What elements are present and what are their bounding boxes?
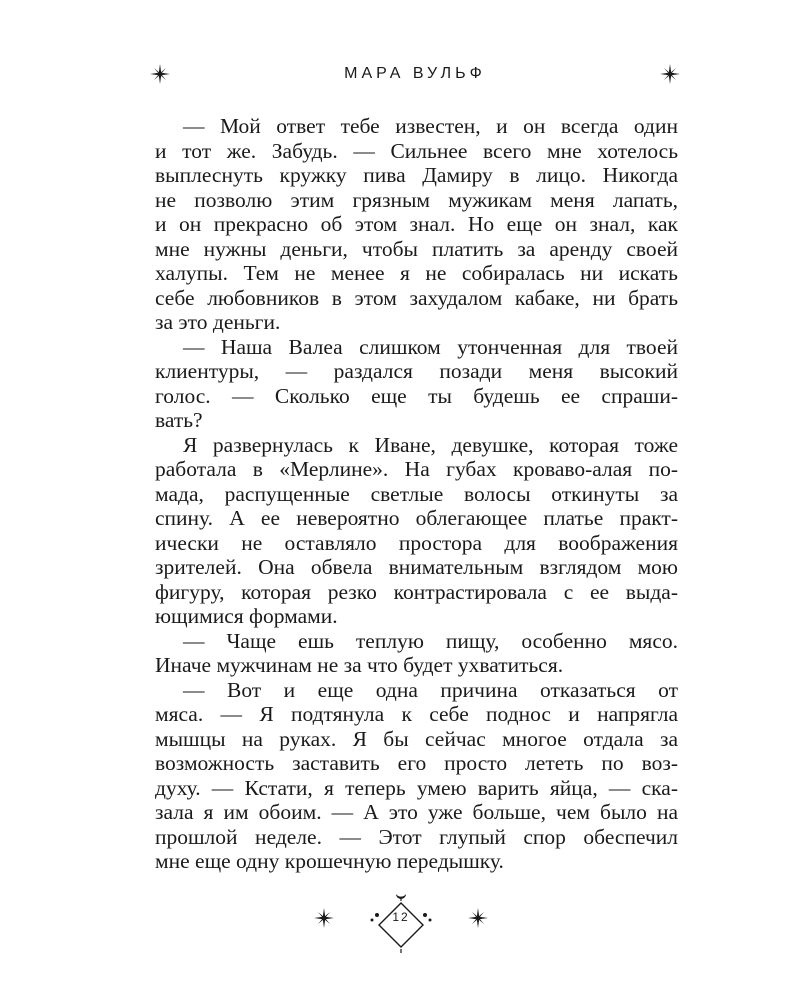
text-line: — Вот и еще одна причина отказаться от — [183, 677, 678, 702]
text-line: Я развернулась к Иване, девушке, которая тоже — [183, 432, 678, 457]
text-line: зала я им обоим. — А это уже больше, чем было на — [155, 800, 678, 824]
text-line: не позволю этим грязным мужикам меня лапать, — [155, 187, 678, 212]
text-line: себе любовников в этом захудалом кабаке, ни брать — [155, 285, 678, 310]
text-line: мада, распущенные светлые волосы откинуты за — [155, 481, 678, 506]
text-line: — Мой ответ тебе известен, и он всегда один — [183, 114, 678, 138]
page-header — [150, 62, 680, 92]
text-line: мышцы на руках. Я бы сейчас многое отдала за — [155, 726, 678, 751]
text-line: мяса. — Я подтянула к себе поднос и напрягла — [155, 702, 678, 726]
text-line: халупы. Тем не менее я не собиралась ни искать — [155, 261, 678, 285]
body-text — [155, 114, 678, 874]
text-line: голос. — Сколько еще ты будешь ее спраши- — [155, 383, 678, 408]
text-line: прошлой неделе. — Этот глупый спор обеспечил — [155, 824, 678, 849]
text-line: вать? — [155, 408, 203, 432]
text-line: фигуру, которая резко контрастировала с ее выда- — [155, 579, 678, 604]
text-line: духу. — Кстати, я теперь умею варить яйца, — ска- — [155, 775, 678, 800]
text-line: и он прекрасно об этом знал. Но еще он знал, как — [155, 212, 678, 236]
star-ornament-icon — [660, 64, 680, 84]
text-line: зрителей. Она обвела внимательным взглядом мою — [155, 555, 678, 579]
text-line: за это деньги. — [155, 310, 281, 334]
text-line: клиентуры, — раздался позади меня высокий — [155, 359, 678, 383]
text-line: выплеснуть кружку пива Дамиру в лицо. Никогда — [155, 163, 678, 187]
text-line: спину. А ее невероятно облегающее платье практ- — [155, 506, 678, 530]
running-head-author: МАРА ВУЛЬФ — [344, 65, 486, 82]
text-line: мне еще одну крошечную передышку. — [155, 849, 504, 873]
page-number: 12 — [392, 910, 410, 924]
text-line: возможность заставить его просто лететь по воз- — [155, 751, 678, 775]
text-line: ющимися формами. — [155, 604, 338, 628]
page-footer — [312, 893, 490, 953]
text-line: работала в «Мерлине». На губах кроваво-алая по- — [155, 457, 678, 481]
text-line: ически не оставляло простора для воображения — [155, 530, 678, 555]
text-line: — Наша Валеа слишком утонченная для твоей — [183, 334, 678, 359]
text-line: и тот же. Забудь. — Сильнее всего мне хотелось — [155, 138, 678, 163]
text-line: мне нужны деньги, чтобы платить за аренду своей — [155, 236, 678, 261]
text-line: — Чаще ешь теплую пищу, особенно мясо. — [183, 628, 678, 653]
text-line: Иначе мужчинам не за что будет ухватиться. — [155, 653, 564, 677]
